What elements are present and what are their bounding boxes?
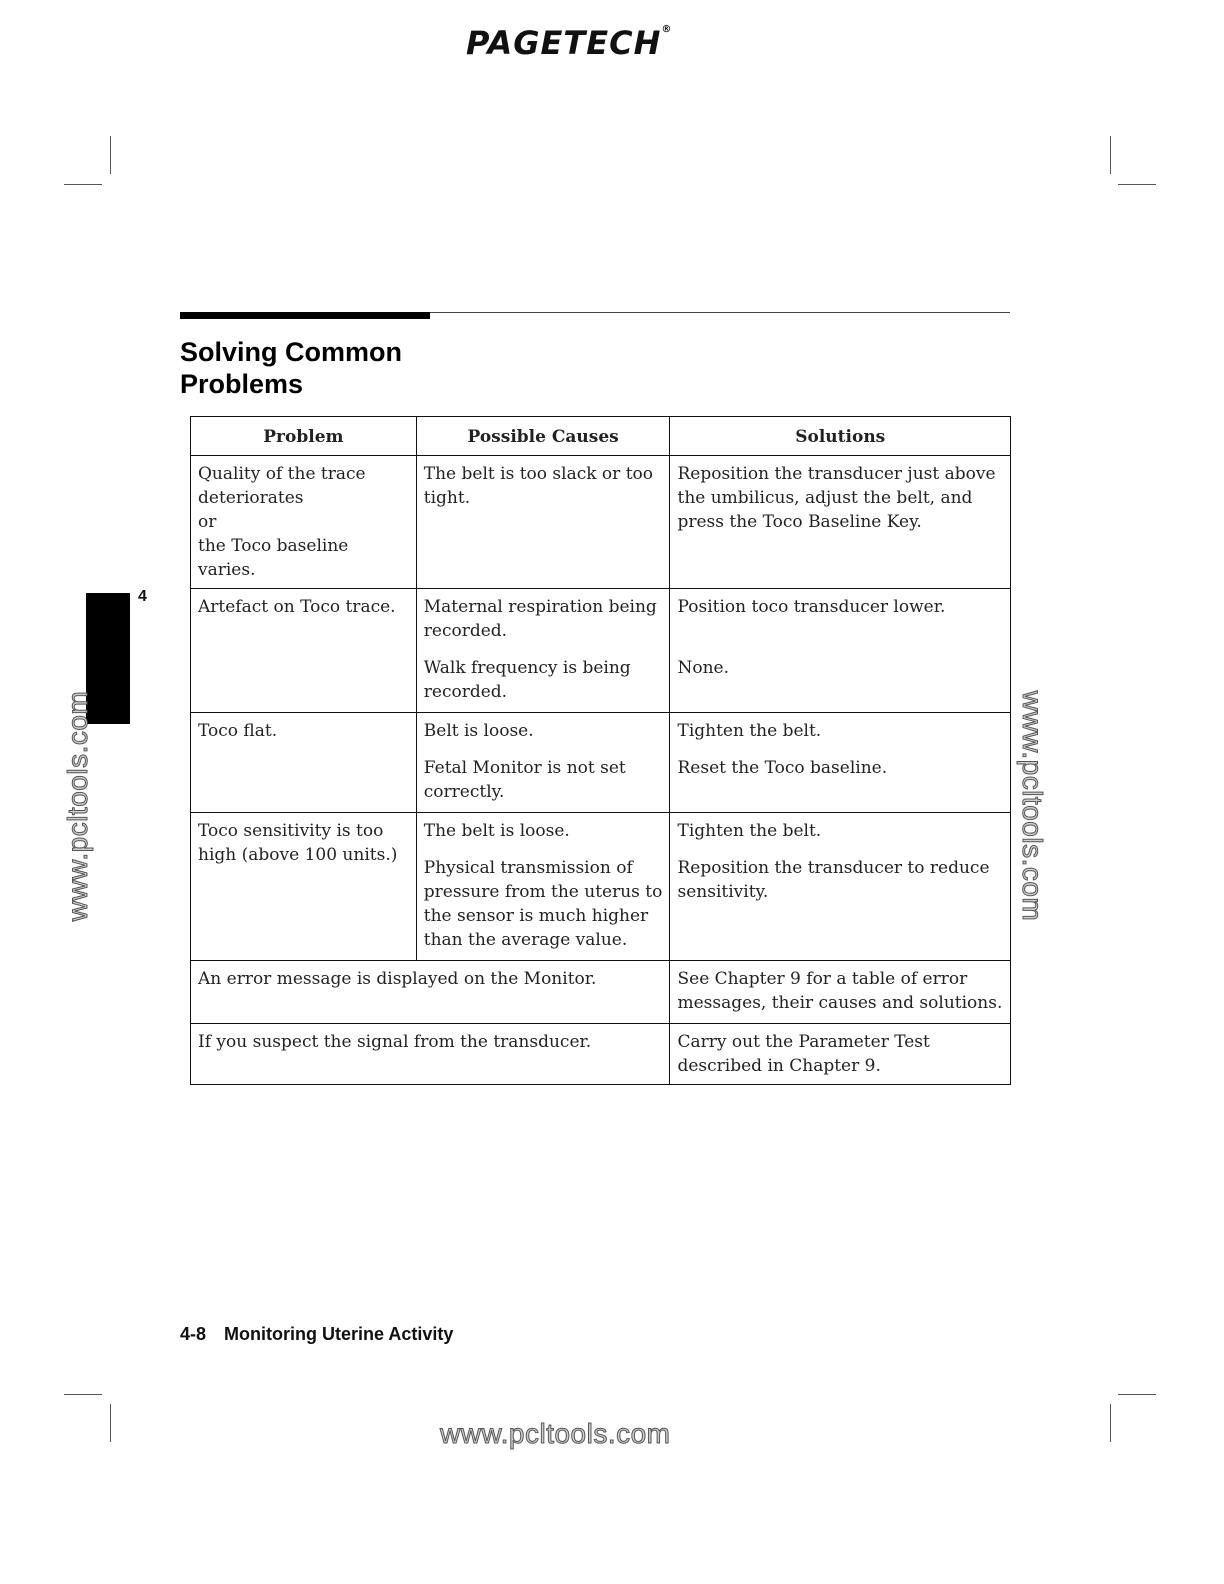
problem-cell [191, 713, 417, 813]
section-rule-thick [180, 312, 430, 319]
table-header-row [191, 417, 1011, 456]
heading-line-1: Solving Common [180, 337, 402, 367]
section-heading [180, 336, 580, 400]
table-row [191, 961, 1011, 1024]
problem-text: Toco sensitivity is too high (above 100 units.) [198, 821, 398, 865]
solutions-cell [670, 1024, 1011, 1085]
header-problem: Problem [191, 417, 417, 456]
heading-line-2: Problems [180, 369, 304, 399]
problems-table [190, 416, 1011, 1085]
solutions-cell [670, 456, 1011, 589]
solution-text: None. [677, 658, 730, 678]
crop-mark-bottom-left-h [64, 1394, 102, 1395]
table-row [191, 589, 1011, 713]
problem-cell [191, 589, 417, 713]
cause-text: The belt is too slack or too tight. [423, 464, 653, 508]
problem-text: or [198, 512, 217, 532]
header-possible-causes: Possible Causes [416, 417, 670, 456]
problem-text: the Toco baseline varies. [198, 536, 349, 580]
cause-text: Fetal Monitor is not set correctly. [423, 758, 626, 802]
table-row [191, 1024, 1011, 1085]
watermark-bottom: www.pcltools.com [440, 1418, 671, 1449]
solution-text: Tighten the belt. [677, 821, 822, 841]
table-row [191, 456, 1011, 589]
cause-text: The belt is loose. [423, 821, 570, 841]
crop-mark-bottom-left-v [110, 1404, 111, 1442]
cause-text: Maternal respiration being recorded. [423, 597, 657, 641]
solution-text: See Chapter 9 for a table of error messages, their causes and solutions. [677, 969, 1003, 1013]
causes-cell [416, 589, 670, 713]
registered-mark: ® [661, 24, 673, 35]
page-number: 4-8 [180, 1324, 207, 1344]
cause-text: Belt is loose. [423, 721, 534, 741]
crop-mark-top-left-v [110, 136, 111, 174]
section-rule-thin [430, 312, 1010, 313]
causes-cell [416, 713, 670, 813]
table-row [191, 813, 1011, 961]
problem-span-cell: An error message is displayed on the Monitor. [191, 961, 670, 1024]
solution-text: Reset the Toco baseline. [677, 758, 888, 778]
footer-title: Monitoring Uterine Activity [224, 1324, 454, 1344]
table-row [191, 713, 1011, 813]
crop-mark-bottom-right-v [1110, 1404, 1111, 1442]
page-footer [180, 1324, 453, 1345]
solution-text: Reposition the transducer just above the umbilicus, adjust the belt, and press the Toco Baseline Key. [677, 464, 996, 532]
problem-cell [191, 813, 417, 961]
logo-text: PAGETECH [466, 24, 662, 62]
solution-text: Position toco transducer lower. [677, 597, 946, 617]
crop-mark-top-right-v [1110, 136, 1111, 174]
chapter-number: 4 [138, 588, 147, 605]
crop-mark-top-right-h [1118, 184, 1156, 185]
problem-text: Toco flat. [198, 721, 278, 741]
watermark-left: www.pcltools.com [62, 690, 93, 922]
problem-text: Quality of the trace deteriorates [198, 464, 366, 508]
pagetech-logo [466, 24, 672, 64]
crop-mark-top-left-h [64, 184, 102, 185]
problem-span-cell: If you suspect the signal from the transducer. [191, 1024, 670, 1085]
problem-text: Artefact on Toco trace. [198, 597, 396, 617]
causes-cell [416, 456, 670, 589]
cause-text: Physical transmission of pressure from the uterus to the sensor is much higher than the average value. [423, 858, 663, 950]
solution-text: Reposition the transducer to reduce sensitivity. [677, 858, 990, 902]
header-solutions: Solutions [670, 417, 1011, 456]
solution-text: Tighten the belt. [677, 721, 822, 741]
crop-mark-bottom-right-h [1118, 1394, 1156, 1395]
solutions-cell [670, 713, 1011, 813]
solutions-cell [670, 813, 1011, 961]
solutions-cell [670, 589, 1011, 713]
cause-text: Walk frequency is being recorded. [423, 658, 631, 702]
solutions-cell [670, 961, 1011, 1024]
watermark-right: www.pcltools.com [1017, 690, 1048, 922]
problem-cell [191, 456, 417, 589]
solution-text: Carry out the Parameter Test described in Chapter 9. [677, 1032, 930, 1076]
causes-cell [416, 813, 670, 961]
